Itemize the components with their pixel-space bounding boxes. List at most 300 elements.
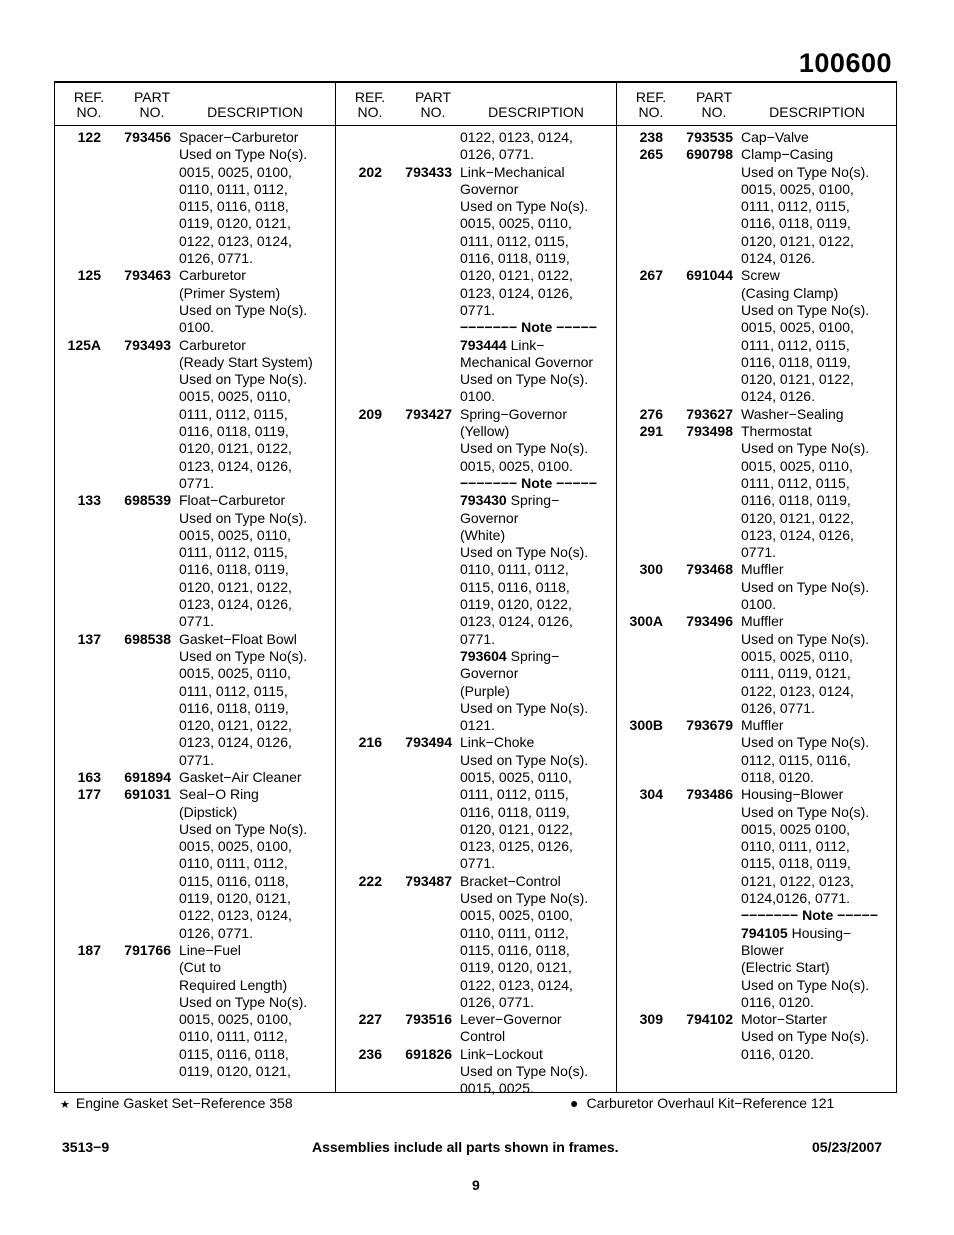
part-number xyxy=(663,1028,733,1045)
part-description: 0126, 0771. xyxy=(741,699,815,716)
part-number xyxy=(663,959,733,976)
description-line xyxy=(55,994,335,1011)
ref-number: 137 xyxy=(77,630,101,647)
part-description: Used on Type No(s). xyxy=(179,301,308,318)
ref-number xyxy=(336,458,382,475)
ref-number xyxy=(336,994,382,1011)
table-header xyxy=(55,83,896,126)
part-description: 0124, 0126. xyxy=(741,250,815,267)
description-line xyxy=(617,907,897,924)
part-row xyxy=(617,717,897,734)
ref-number xyxy=(617,1046,663,1063)
description-line xyxy=(617,319,897,336)
ref-number xyxy=(617,855,663,872)
ref-number xyxy=(336,596,382,613)
description-line xyxy=(617,752,897,769)
description-line xyxy=(617,959,897,976)
model-number: 100600 xyxy=(798,48,892,78)
ref-number: 300B xyxy=(629,717,663,734)
part-number xyxy=(663,510,733,527)
part-number xyxy=(663,648,733,665)
ref-number xyxy=(617,804,663,821)
part-description: 0116, 0120. xyxy=(741,1045,814,1062)
part-number xyxy=(101,146,171,163)
part-number xyxy=(382,890,452,907)
part-row xyxy=(55,631,335,648)
part-description: 0015, 0025, 0100, xyxy=(741,319,854,336)
part-number xyxy=(101,544,171,561)
ref-number xyxy=(336,267,382,284)
part-description: 0111, 0112, 0115, xyxy=(179,682,288,699)
part-description: 0121, 0122, 0123, xyxy=(741,872,854,889)
description-line xyxy=(617,371,897,388)
description-line xyxy=(336,181,616,198)
description-line xyxy=(336,665,616,682)
ref-number xyxy=(336,977,382,994)
part-description: 0116, 0120. xyxy=(741,993,814,1010)
part-description: 0015, 0025, 0110, xyxy=(179,665,291,682)
ref-number: 304 xyxy=(639,786,663,803)
part-number xyxy=(663,354,733,371)
ref-number xyxy=(336,129,382,146)
ref-number xyxy=(336,250,382,267)
part-description: 0123, 0124, 0126, xyxy=(741,526,854,543)
description-line xyxy=(336,596,616,613)
part-number xyxy=(382,821,452,838)
footer-doc-number: 3513−9 xyxy=(62,1139,110,1155)
part-number xyxy=(382,527,452,544)
part-number xyxy=(382,233,452,250)
part-number xyxy=(382,267,452,284)
part-number xyxy=(101,734,171,751)
part-row xyxy=(336,164,616,181)
ref-number xyxy=(55,302,101,319)
part-number: 793535 xyxy=(686,129,733,145)
description-line xyxy=(617,544,897,561)
part-description: Thermostat xyxy=(741,423,812,440)
part-description: 0120, 0121, 0122, xyxy=(460,267,573,284)
description-line xyxy=(55,700,335,717)
ref-number xyxy=(336,302,382,319)
description-line xyxy=(617,440,897,457)
part-number xyxy=(382,510,452,527)
description-line xyxy=(336,821,616,838)
ref-number: 209 xyxy=(358,405,382,422)
ref-number xyxy=(55,804,101,821)
ref-number xyxy=(336,388,382,405)
part-number xyxy=(382,786,452,803)
part-description: Cap−Valve xyxy=(741,129,809,145)
ref-number xyxy=(617,544,663,561)
ref-number xyxy=(336,907,382,924)
part-description: 0116, 0118, 0119, xyxy=(741,492,851,509)
part-description: Bracket−Control xyxy=(460,872,561,889)
part-description: 0116, 0118, 0119, xyxy=(460,803,570,820)
part-number xyxy=(101,596,171,613)
part-number xyxy=(101,890,171,907)
part-number xyxy=(101,683,171,700)
description-line xyxy=(336,613,616,630)
part-number xyxy=(663,596,733,613)
part-description: 0123, 0125, 0126, xyxy=(460,838,573,855)
part-description: Used on Type No(s). xyxy=(460,751,589,768)
ref-number xyxy=(336,855,382,872)
description-line xyxy=(617,233,897,250)
ref-number: 125A xyxy=(67,336,101,353)
description-line xyxy=(617,821,897,838)
description-line xyxy=(336,855,616,872)
part-description: 0120, 0121, 0122, xyxy=(179,440,292,457)
description-line xyxy=(336,959,616,976)
description-line xyxy=(617,250,897,267)
description-line xyxy=(55,907,335,924)
part-description: 0110, 0111, 0112, xyxy=(179,855,288,872)
part-number xyxy=(663,873,733,890)
ref-number xyxy=(336,510,382,527)
header-ref-col2: REF. NO. xyxy=(354,89,386,120)
part-number xyxy=(101,181,171,198)
part-number: 793486 xyxy=(686,786,733,803)
part-number xyxy=(663,683,733,700)
part-number xyxy=(382,855,452,872)
description-line xyxy=(617,579,897,596)
part-number xyxy=(382,838,452,855)
part-number xyxy=(382,959,452,976)
part-number xyxy=(663,769,733,786)
description-line xyxy=(617,510,897,527)
description-line xyxy=(55,285,335,302)
description-line xyxy=(336,233,616,250)
part-number xyxy=(663,492,733,509)
ref-number xyxy=(617,579,663,596)
part-description: Used on Type No(s). xyxy=(741,734,870,751)
part-description: Used on Type No(s). xyxy=(741,1028,870,1045)
part-number xyxy=(663,700,733,717)
part-number xyxy=(382,215,452,232)
ref-number xyxy=(617,302,663,319)
ref-number xyxy=(55,890,101,907)
part-number xyxy=(382,198,452,215)
part-number xyxy=(663,890,733,907)
part-number xyxy=(663,579,733,596)
ref-number: 300 xyxy=(639,561,663,578)
part-description: 0771. xyxy=(460,301,496,318)
part-description: 0110, 0111, 0112, xyxy=(179,180,288,197)
part-number xyxy=(101,250,171,267)
description-line xyxy=(55,665,335,682)
description-line xyxy=(617,804,897,821)
description-line xyxy=(55,181,335,198)
description-line xyxy=(617,198,897,215)
part-number xyxy=(663,942,733,959)
ref-number xyxy=(336,942,382,959)
ref-number xyxy=(55,319,101,336)
ref-number xyxy=(55,475,101,492)
description-line xyxy=(617,181,897,198)
description-line xyxy=(617,838,897,855)
part-description: 0111, 0112, 0115, xyxy=(460,232,569,249)
ref-number xyxy=(55,613,101,630)
description-line xyxy=(617,302,897,319)
part-number xyxy=(101,665,171,682)
part-number xyxy=(101,527,171,544)
part-description: 0015, 0025, 0110, xyxy=(741,457,853,474)
description-line xyxy=(617,337,897,354)
ref-number xyxy=(55,164,101,181)
part-description: Used on Type No(s). xyxy=(460,440,589,457)
part-number xyxy=(101,475,171,492)
part-description: Used on Type No(s). xyxy=(741,630,870,647)
part-number xyxy=(382,250,452,267)
description-line xyxy=(55,855,335,872)
part-description: (Ready Start System) xyxy=(179,353,313,370)
ref-number: 291 xyxy=(639,423,663,440)
description-line xyxy=(617,977,897,994)
part-row xyxy=(55,942,335,959)
ref-number xyxy=(55,561,101,578)
description-line xyxy=(336,942,616,959)
part-description: 0116, 0118, 0119, xyxy=(460,250,570,267)
description-line xyxy=(617,648,897,665)
ref-number xyxy=(336,613,382,630)
part-number xyxy=(101,388,171,405)
description-line xyxy=(55,683,335,700)
part-description: 0120, 0121, 0122, xyxy=(460,820,573,837)
part-number xyxy=(663,233,733,250)
ref-number xyxy=(336,804,382,821)
ref-number xyxy=(55,354,101,371)
description-line xyxy=(55,371,335,388)
description-line xyxy=(336,319,616,336)
part-description: −−−−−−− Note −−−−− xyxy=(741,907,878,924)
part-number xyxy=(101,198,171,215)
description-line xyxy=(336,786,616,803)
description-line xyxy=(336,423,616,440)
ref-number xyxy=(336,285,382,302)
part-description: 0015, 0025, 0100, xyxy=(179,1011,292,1028)
part-description: 0015, 0025, 0110, xyxy=(741,647,853,664)
part-description: 0119, 0120, 0121, xyxy=(460,959,572,976)
ref-number xyxy=(55,1011,101,1028)
ref-number xyxy=(336,492,382,509)
description-line xyxy=(617,458,897,475)
part-number xyxy=(382,769,452,786)
part-number xyxy=(382,648,452,665)
description-line xyxy=(55,164,335,181)
part-description: 0115, 0116, 0118, xyxy=(179,198,289,215)
header-desc-col3: DESCRIPTION xyxy=(769,104,865,120)
description-line xyxy=(617,388,897,405)
description-line xyxy=(55,1028,335,1045)
part-number xyxy=(101,648,171,665)
part-number xyxy=(382,907,452,924)
part-number xyxy=(382,683,452,700)
ref-number xyxy=(617,181,663,198)
part-description: Used on Type No(s). xyxy=(460,544,589,561)
description-line xyxy=(336,907,616,924)
part-description: 0110, 0111, 0112, xyxy=(741,838,850,855)
description-line xyxy=(336,1063,616,1080)
part-number xyxy=(382,388,452,405)
part-number: 793496 xyxy=(686,613,733,630)
description-line xyxy=(336,458,616,475)
part-description: Lever−Governor xyxy=(460,1011,562,1028)
part-description: Used on Type No(s). xyxy=(460,198,589,215)
part-description: 0126, 0771. xyxy=(460,993,534,1010)
part-number xyxy=(382,285,452,302)
part-number xyxy=(382,561,452,578)
ref-number xyxy=(617,371,663,388)
part-number xyxy=(101,977,171,994)
description-line xyxy=(617,354,897,371)
part-description: 0115, 0116, 0118, xyxy=(179,872,289,889)
part-description: Clamp−Casing xyxy=(741,146,834,163)
part-description: Line−Fuel xyxy=(179,941,241,958)
description-line xyxy=(617,596,897,613)
part-number xyxy=(101,164,171,181)
part-description: Float−Carburetor xyxy=(179,492,286,509)
part-number xyxy=(101,717,171,734)
part-number xyxy=(101,700,171,717)
ref-number xyxy=(617,388,663,405)
ref-number xyxy=(55,977,101,994)
description-line xyxy=(336,1028,616,1045)
part-description: 0120, 0121, 0122, xyxy=(741,509,854,526)
part-number xyxy=(382,319,452,336)
part-number xyxy=(663,907,733,924)
part-row xyxy=(617,613,897,630)
part-description: (Casing Clamp) xyxy=(741,284,839,301)
description-line xyxy=(55,752,335,769)
footnote-right-text: Carburetor Overhaul Kit−Reference 121 xyxy=(586,1095,835,1111)
part-row xyxy=(617,423,897,440)
ref-number xyxy=(55,683,101,700)
description-line xyxy=(55,1011,335,1028)
ref-number xyxy=(617,907,663,924)
part-description: 0110, 0111, 0112, xyxy=(460,924,569,941)
part-description: 0111, 0112, 0115, xyxy=(741,474,850,491)
ref-number xyxy=(617,164,663,181)
part-description: 0771. xyxy=(179,613,215,630)
part-description: 0100. xyxy=(741,596,777,613)
part-description: 0771. xyxy=(741,544,777,561)
description-line xyxy=(617,994,897,1011)
description-line xyxy=(617,1046,897,1063)
ref-number xyxy=(617,510,663,527)
description-line xyxy=(55,579,335,596)
part-row xyxy=(617,146,897,163)
ref-number xyxy=(617,440,663,457)
description-line xyxy=(336,129,616,146)
ref-number xyxy=(617,821,663,838)
part-description: 0119, 0120, 0121, xyxy=(179,890,291,907)
part-number xyxy=(663,181,733,198)
part-description: (Dipstick) xyxy=(179,803,238,820)
ref-number: 276 xyxy=(639,405,663,422)
part-description: 0120, 0121, 0122, xyxy=(741,371,854,388)
part-description: Motor−Starter xyxy=(741,1011,827,1028)
part-description: Gasket−Float Bowl xyxy=(179,630,297,647)
part-number xyxy=(101,440,171,457)
bullet-icon: ● xyxy=(570,1095,579,1111)
description-line xyxy=(55,198,335,215)
description-line xyxy=(55,561,335,578)
part-number: 793498 xyxy=(686,423,733,440)
part-number: 793468 xyxy=(686,561,733,578)
part-description: −−−−−−− Note −−−−− xyxy=(460,474,597,491)
part-number xyxy=(382,994,452,1011)
header-ref-col1: REF. NO. xyxy=(73,89,105,120)
part-description: 0112, 0115, 0116, xyxy=(741,751,851,768)
part-number xyxy=(382,665,452,682)
part-number: 793516 xyxy=(405,1011,452,1028)
part-description: Spacer−Carburetor xyxy=(179,129,299,145)
ref-number: 227 xyxy=(358,1011,382,1028)
part-number xyxy=(663,285,733,302)
header-part-col3: PART NO. xyxy=(695,89,733,120)
part-number xyxy=(382,181,452,198)
part-number xyxy=(663,440,733,457)
ref-number xyxy=(617,233,663,250)
part-description: Housing−Blower xyxy=(741,786,844,803)
part-number: 793427 xyxy=(405,405,452,422)
part-number xyxy=(382,337,452,354)
description-line xyxy=(336,146,616,163)
part-description: 0124,0126, 0771. xyxy=(741,890,850,907)
part-description: Muffler xyxy=(741,613,784,630)
part-number xyxy=(101,354,171,371)
part-description: 0122, 0123, 0124, xyxy=(741,682,854,699)
ref-number: 265 xyxy=(639,146,663,163)
ref-number xyxy=(55,250,101,267)
ref-number xyxy=(55,700,101,717)
part-number xyxy=(101,925,171,942)
part-number: 691044 xyxy=(686,267,733,284)
description-line xyxy=(336,198,616,215)
description-line xyxy=(336,285,616,302)
part-row xyxy=(617,267,897,284)
ref-number xyxy=(55,423,101,440)
ref-number xyxy=(617,890,663,907)
part-number xyxy=(663,631,733,648)
ref-number xyxy=(55,371,101,388)
ref-number xyxy=(617,319,663,336)
ref-number xyxy=(55,1063,101,1080)
part-number xyxy=(663,734,733,751)
part-description: 0111, 0112, 0115, xyxy=(179,405,288,422)
part-description: Required Length) xyxy=(179,976,288,993)
description-line xyxy=(55,1063,335,1080)
part-number xyxy=(663,855,733,872)
parts-column-3 xyxy=(617,129,897,1063)
ref-number xyxy=(55,959,101,976)
part-number xyxy=(663,544,733,561)
description-line xyxy=(617,631,897,648)
ref-number xyxy=(55,406,101,423)
part-description: Used on Type No(s). xyxy=(460,699,589,716)
description-line xyxy=(617,700,897,717)
ref-number xyxy=(617,942,663,959)
part-description: (Primer System) xyxy=(179,284,281,301)
description-line xyxy=(617,665,897,682)
part-description: Used on Type No(s). xyxy=(741,440,870,457)
part-number xyxy=(382,942,452,959)
part-number xyxy=(663,215,733,232)
ref-number xyxy=(336,440,382,457)
part-description: 0100. xyxy=(460,388,496,405)
ref-number xyxy=(617,285,663,302)
ref-number xyxy=(617,492,663,509)
